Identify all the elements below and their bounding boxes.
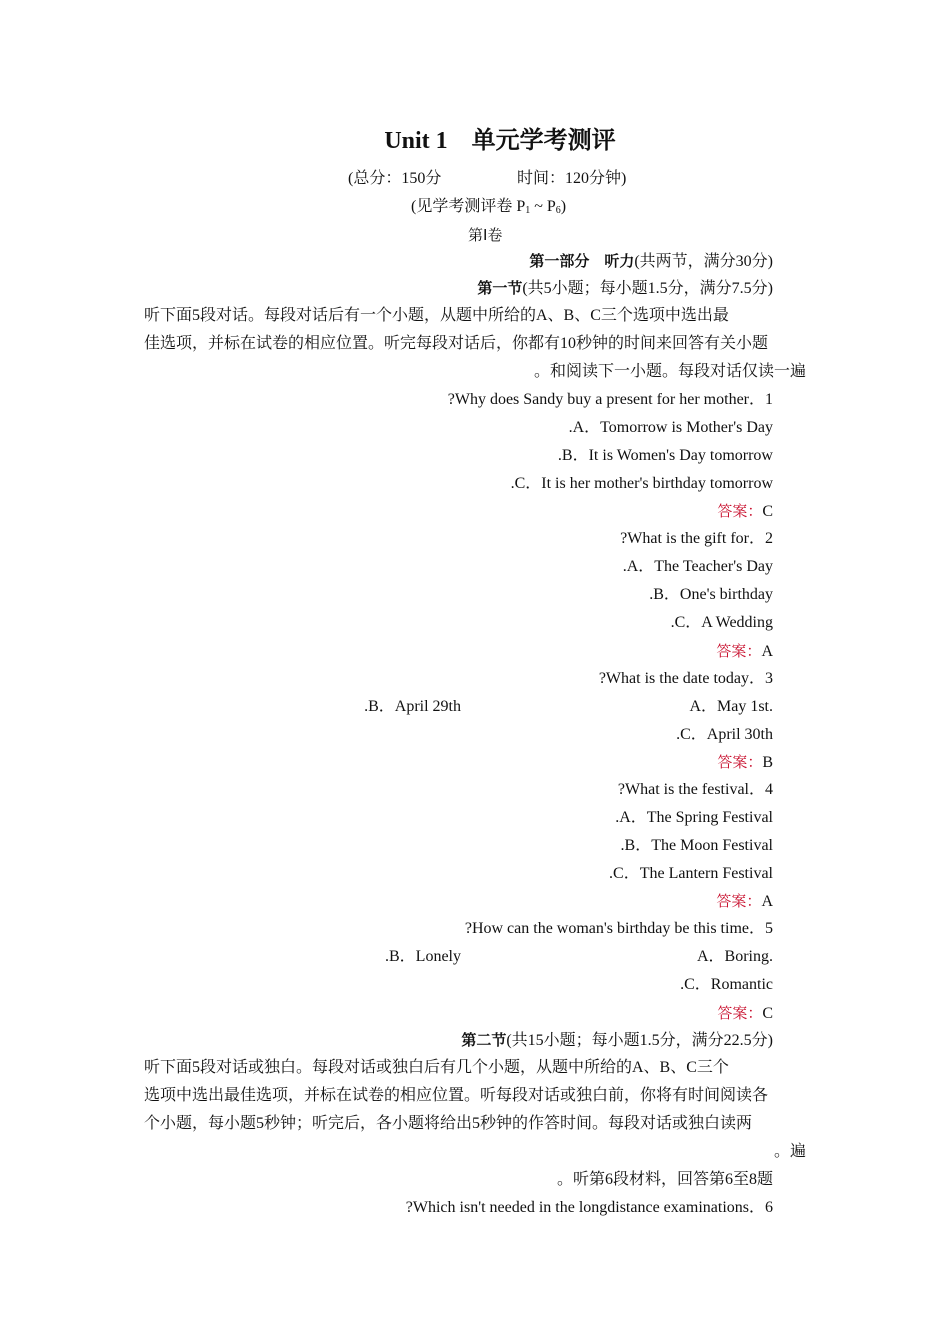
question-3-answer: 答案：B [717, 753, 773, 771]
question-1-option-c: .C．It is her mother's birthday tomorrow [510, 475, 773, 492]
question-2-option-b: .B．One's birthday [649, 586, 773, 603]
question-1: ?Why does Sandy buy a present for her mother．1 [447, 391, 773, 408]
section1-instructions-line1: 听下面5段对话。每段对话后有一个小题，从题中所给的A、B、C三个选项中选出最 [144, 307, 729, 324]
question-4-option-c: .C．The Lantern Festival [609, 865, 773, 882]
section1-heading: 第一节(共5小题；每小题1.5分，满分7.5分) [477, 279, 773, 297]
question-4: ?What is the festival．4 [617, 781, 773, 798]
volume-heading: 第Ⅰ卷 [468, 226, 503, 244]
question-3-option-c: .C．April 30th [676, 726, 773, 743]
section1-instructions-line3: 。和阅读下一小题。每段对话仅读一遍 [533, 363, 806, 380]
question-1-option-b: .B．It is Women's Day tomorrow [557, 447, 773, 464]
page-title: Unit 1 单元学考测评 [384, 128, 616, 154]
question-3-option-b: .B．April 29th [364, 698, 461, 715]
question-3-option-a: A．May 1st. [689, 698, 773, 715]
question-5-option-a: A．Boring. [696, 948, 773, 965]
question-5-option-b: .B．Lonely [385, 948, 461, 965]
question-4-option-a: .A．The Spring Festival [615, 809, 773, 826]
question-4-answer: 答案：A [716, 892, 773, 910]
question-2-answer: 答案：A [716, 642, 773, 660]
question-1-option-a: .A．Tomorrow is Mother's Day [568, 419, 773, 436]
section2-heading: 第二节(共15小题；每小题1.5分，满分22.5分) [461, 1031, 773, 1049]
question-2-option-a: .A．The Teacher's Day [622, 558, 773, 575]
question-3: ?What is the date today．3 [598, 670, 773, 687]
question-5: ?How can the woman's birthday be this time．5 [464, 920, 773, 937]
section2-instructions-line3: 个小题，每小题5秒钟；听完后，各小题将给出5秒钟的作答时间。每段对话或独白读两 [144, 1115, 753, 1132]
question-6: ?Which isn't needed in the longdistance examinations．6 [405, 1199, 773, 1216]
paper-reference: (见学考测评卷 $P_1$ ~ $P_6$) [411, 198, 567, 216]
question-2-option-c: .C．A Wedding [670, 614, 773, 631]
total-score: (总分：150分 [348, 170, 442, 187]
question-5-answer: 答案：C [717, 1004, 773, 1022]
section2-instructions-line4: 。遍 [773, 1143, 806, 1160]
material-6-prompt: 。听第6段材料，回答第6至8题 [556, 1171, 773, 1188]
question-1-answer: 答案：C [717, 502, 773, 520]
part1-heading: 第一部分 听力(共两节，满分30分) [529, 252, 773, 270]
section2-instructions-line1: 听下面5段对话或独白。每段对话或独白后有几个小题，从题中所给的A、B、C三个 [144, 1059, 729, 1076]
section2-instructions-line2: 选项中选出最佳选项，并标在试卷的相应位置。听每段对话或独白前，你将有时间阅读各 [144, 1087, 769, 1104]
question-2: ?What is the gift for．2 [620, 530, 773, 547]
total-time: 时间：120分钟) [517, 170, 627, 187]
question-4-option-b: .B．The Moon Festival [620, 837, 773, 854]
section1-instructions-line2: 佳选项，并标在试卷的相应位置。听完每段对话后，你都有10秒钟的时间来回答有关小题 [144, 335, 769, 352]
question-5-option-c: .C．Romantic [680, 976, 773, 993]
